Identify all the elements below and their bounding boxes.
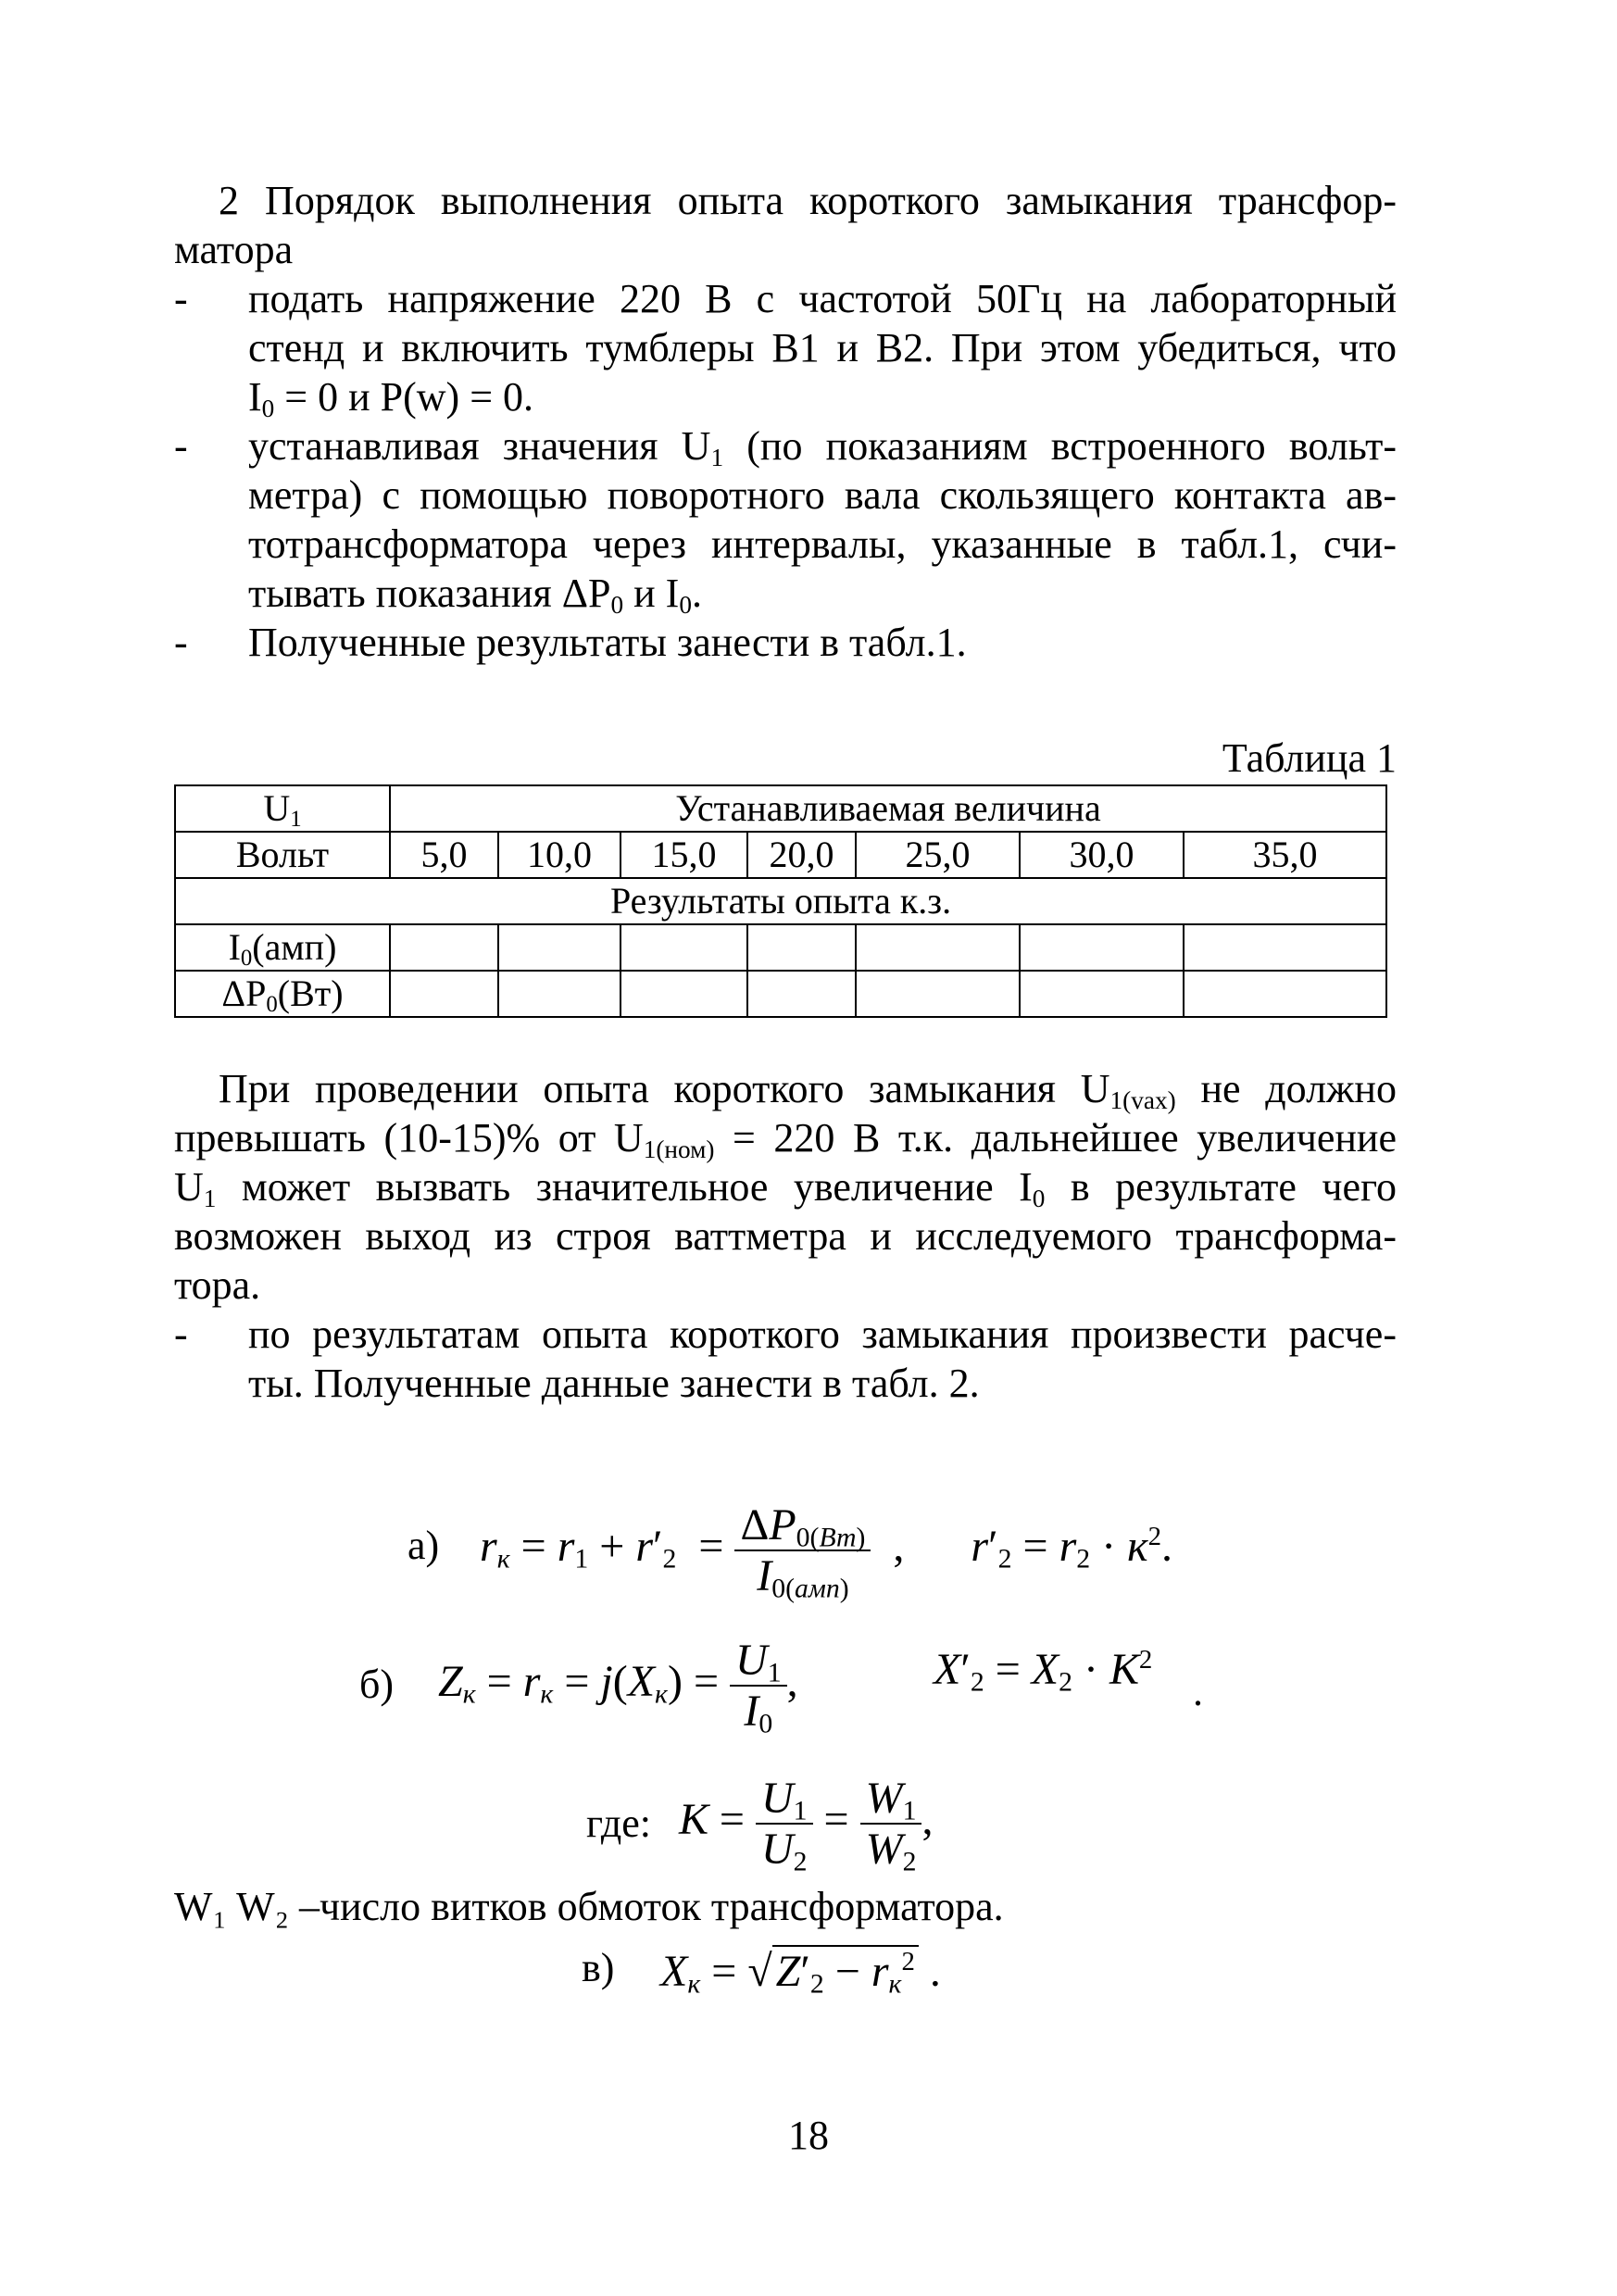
- table-caption: Таблица 1: [1222, 735, 1397, 781]
- step-1-line1: подать напряжение 220 В с частотой 50Гц на лабораторный: [248, 276, 1397, 321]
- formula-b-label: б): [359, 1662, 395, 1707]
- windings-note: W₁ W₂ –число витков обмоток трансформатора.: [174, 1884, 1004, 1929]
- step-2-line1: устанавливая значения $U_1$ (по показаниям встроенного вольт-: [248, 423, 1397, 471]
- table-row: [175, 924, 1386, 971]
- step-3-line1: Полученные результаты занести в табл.1.: [248, 620, 967, 665]
- step-2-line2: метра) с помощью поворотного вала скользящего контакта ав-: [248, 472, 1397, 518]
- voltage-cell: 30,0: [1020, 832, 1184, 878]
- page-content: [174, 176, 1398, 2000]
- results-title: Результаты опыта к.з.: [175, 878, 1386, 924]
- voltage-cell: 20,0: [747, 832, 856, 878]
- section-heading-line2: матора: [174, 227, 294, 272]
- formula-where: где:: [586, 1800, 651, 1846]
- voltage-cell: 5,0: [390, 832, 498, 878]
- step-4-line1: по результатам опыта короткого замыкания произвести расче-: [248, 1311, 1397, 1357]
- voltage-cell: 35,0: [1184, 832, 1386, 878]
- voltage-cell: 25,0: [856, 832, 1020, 878]
- voltage-cell: 10,0: [498, 832, 620, 878]
- step-dash: -: [174, 1311, 188, 1357]
- step-1: [174, 274, 1397, 421]
- step-1-line2: стенд и включить тумблеры В1 и В2. При этом убедиться, что: [248, 325, 1397, 370]
- formula-c-label: в): [582, 1945, 615, 1990]
- step-4-line2: ты. Полученные данные занести в табл. 2.: [248, 1361, 980, 1406]
- voltage-cell: 15,0: [620, 832, 747, 878]
- header-u: $U_1$: [175, 785, 390, 832]
- formula-a: $r_к = r_1 + r'_2$ = $\frac{\Delta P_{0(Вт)}}{I_{0(амп)}}$ , $r'_2 = r_2 \cdot к^2$.: [480, 1500, 1172, 1604]
- formula-c: $X_к = √Z'_2 - r_к^2$ .: [660, 1947, 941, 2000]
- step-dash: -: [174, 620, 188, 665]
- formula-a-label: а): [407, 1523, 440, 1568]
- formulas-block: [174, 1454, 1397, 2000]
- step-4: [174, 1310, 1397, 1408]
- step-2: [174, 421, 1397, 618]
- step-2-line4: тывать показания $\Delta P_0$ и $I_0$.: [248, 571, 702, 619]
- step-2-line3: тотрансформатора через интервалы, указанные в табл.1, счи-: [248, 521, 1397, 567]
- results-table: [174, 784, 1387, 1018]
- formula-b-period: .: [1193, 1669, 1203, 1714]
- page-number: 18: [788, 2113, 829, 2158]
- table-row: [175, 971, 1386, 1017]
- short-circuit-paragraph: При проведении опыта короткого замыкания $U_{1(vax)}$ не должно превышать (10-15)% от $U_{1(ном)} = 220$ В т.к. дальнейшее увеличение $U_1$ может вызвать значительное увеличение $I_0$ в результате чего возможен выход из строя ваттметра и исследуемого трансформа- тора.: [174, 1066, 1398, 1308]
- formula-b-ratio: $X'_2 = X_2 \cdot К^2$: [934, 1645, 1153, 1698]
- formula-b: $Z_к = r_к = j(X_к)$ = $\frac{U_1}{I_0}$ ,: [438, 1636, 798, 1739]
- row-label-power: $\Delta P_0(Вт)$: [175, 971, 390, 1017]
- header-group: Устанавливаемая величина: [390, 785, 1386, 832]
- step-dash: -: [174, 423, 188, 469]
- row-label-current: $I_0(амп)$: [175, 924, 390, 971]
- header-unit: Вольт: [175, 832, 390, 878]
- section-heading-line1: 2 Порядок выполнения опыта короткого замыкания трансфор-: [219, 178, 1397, 223]
- step-3: [174, 618, 1397, 667]
- step-1-line3: $I_0 = 0$ и P(w) = 0.: [248, 374, 534, 422]
- step-dash: -: [174, 276, 188, 321]
- formula-k: К = $\frac{U_1}{U_2}$ = $\frac{W_1}{W_2}$ ,: [679, 1774, 934, 1877]
